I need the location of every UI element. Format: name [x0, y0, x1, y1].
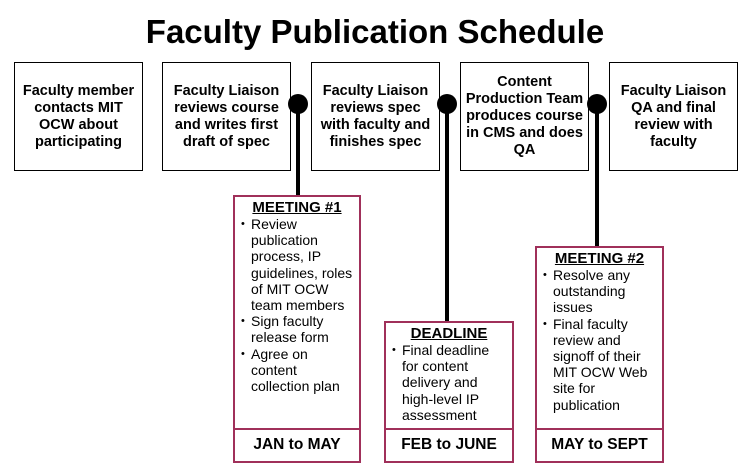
connector-line-meeting-1: [296, 104, 300, 196]
list-item: • Sign faculty release form: [241, 313, 355, 345]
milestone-items: [235, 216, 359, 394]
step-label: Content Production Team produces course in CMS and does QA: [465, 74, 584, 158]
connector-line-meeting-2: [595, 104, 599, 246]
connector-dot-meeting-2: [587, 94, 607, 114]
step-label: Faculty Liaison reviews course and writes first draft of spec: [173, 82, 280, 150]
page-title: Faculty Publication Schedule: [145, 13, 605, 50]
step-final-review: [609, 62, 738, 171]
list-item: • Final deadline for content delivery and high-level IP assessment: [392, 342, 508, 423]
milestone-period: MAY to SEPT: [537, 428, 662, 461]
step-first-draft-spec: [162, 62, 291, 171]
milestone-heading: MEETING #2: [554, 250, 645, 267]
milestone-heading: DEADLINE: [410, 325, 488, 342]
connector-dot-meeting-1: [288, 94, 308, 114]
connector-line-deadline: [445, 104, 449, 322]
milestone-heading: MEETING #1: [252, 199, 342, 216]
milestone-items: [537, 267, 662, 413]
step-label: Faculty Liaison reviews spec with faculty and finishes spec: [320, 82, 431, 150]
step-label: Faculty member contacts MIT OCW about participating: [22, 82, 135, 150]
list-item: • Review publication process, IP guidelines, roles of MIT OCW team members: [241, 216, 355, 313]
step-finish-spec: [311, 62, 440, 171]
milestone-period: FEB to JUNE: [386, 428, 512, 461]
connector-dot-deadline: [437, 94, 457, 114]
step-contact-ocw: [14, 62, 143, 171]
step-label: Faculty Liaison QA and final review with faculty: [620, 82, 727, 150]
list-item: • Agree on content collection plan: [241, 346, 355, 395]
step-content-production: [460, 62, 589, 171]
milestone-meeting-2: [535, 246, 664, 463]
list-item: • Resolve any outstanding issues: [543, 267, 658, 316]
milestone-meeting-1: [233, 195, 361, 463]
milestone-items: [386, 342, 512, 423]
milestone-period: JAN to MAY: [235, 428, 359, 461]
list-item: • Final faculty review and signoff of their MIT OCW Web site for publication: [543, 316, 658, 413]
milestone-deadline: [384, 321, 514, 463]
